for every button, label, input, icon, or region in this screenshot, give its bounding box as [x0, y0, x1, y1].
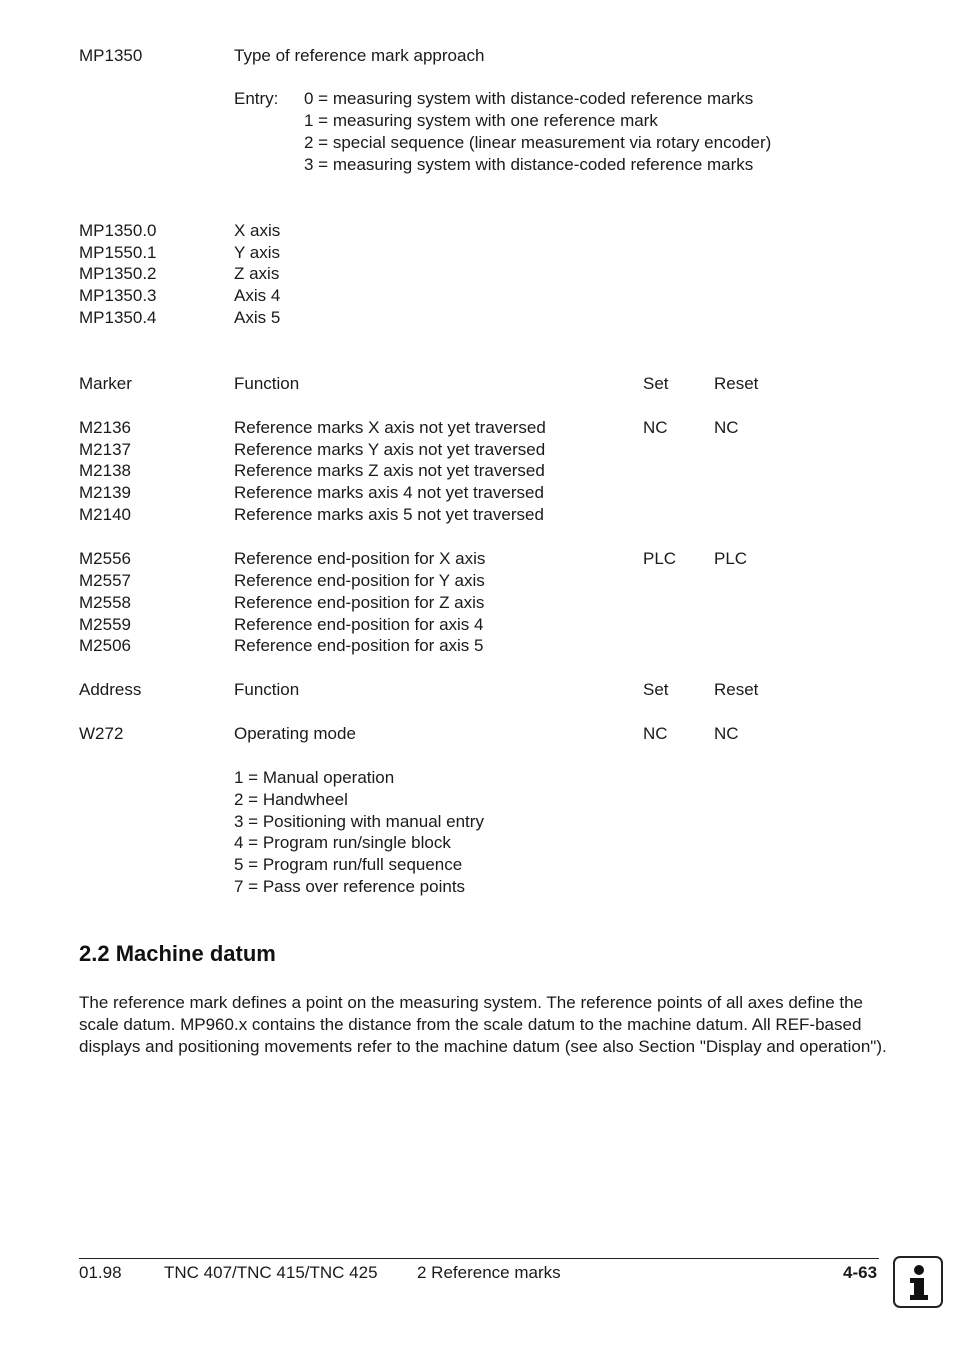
mp-code: MP1350	[79, 46, 143, 65]
entry-item: 2 = special sequence (linear measurement via rotary encoder)	[304, 133, 772, 152]
marker-code: M2557	[79, 571, 131, 590]
marker-set: NC	[643, 418, 668, 437]
footer-date: 01.98	[79, 1263, 122, 1282]
marker-code: M2506	[79, 636, 131, 655]
marker-code: M2137	[79, 440, 131, 459]
marker-function: Reference end-position for X axis	[234, 549, 486, 568]
footer-rule	[79, 1258, 879, 1259]
axis-code: MP1350.2	[79, 264, 157, 283]
function-header: Function	[234, 374, 300, 393]
marker-header: Marker	[79, 374, 132, 393]
mode-item: 1 = Manual operation	[234, 768, 395, 787]
axis-name: Y axis	[234, 243, 280, 262]
marker-code: M2139	[79, 483, 131, 502]
marker-function: Reference marks X axis not yet traversed	[234, 418, 546, 437]
mp-title: Type of reference mark approach	[234, 46, 485, 65]
address-code: W272	[79, 724, 124, 743]
page-number: 4-63	[843, 1263, 878, 1282]
info-icon	[893, 1256, 943, 1308]
mode-item: 2 = Handwheel	[234, 790, 348, 809]
marker-set: PLC	[643, 549, 677, 568]
marker-function: Reference marks axis 5 not yet traversed	[234, 505, 544, 524]
entry-label: Entry:	[234, 89, 279, 108]
axis-name: X axis	[234, 221, 281, 240]
footer-product: TNC 407/TNC 415/TNC 425	[164, 1263, 378, 1282]
address-header: Address	[79, 680, 142, 699]
marker-code: M2136	[79, 418, 131, 437]
axis-code: MP1350.4	[79, 308, 157, 327]
mode-item: 7 = Pass over reference points	[234, 877, 466, 896]
address-reset: NC	[714, 724, 739, 743]
marker-function: Reference end-position for Z axis	[234, 593, 485, 612]
marker-function: Reference end-position for axis 5	[234, 636, 484, 655]
marker-code: M2556	[79, 549, 131, 568]
address-set: NC	[643, 724, 668, 743]
marker-code: M2138	[79, 461, 131, 480]
function-header: Function	[234, 680, 300, 699]
footer-chapter: 2 Reference marks	[417, 1263, 561, 1282]
entry-item: 1 = measuring system with one reference mark	[304, 111, 658, 130]
set-header: Set	[643, 374, 669, 393]
mode-item: 4 = Program run/single block	[234, 833, 451, 852]
marker-function: Reference end-position for Y axis	[234, 571, 485, 590]
marker-function: Reference marks Y axis not yet traversed	[234, 440, 546, 459]
reset-header: Reset	[714, 680, 759, 699]
axis-code: MP1350.3	[79, 286, 157, 305]
marker-function: Reference marks axis 4 not yet traversed	[234, 483, 544, 502]
marker-function: Reference end-position for axis 4	[234, 615, 484, 634]
entry-item: 3 = measuring system with distance-coded reference marks	[304, 155, 754, 174]
axis-name: Axis 4	[234, 286, 281, 305]
reset-header: Reset	[714, 374, 759, 393]
marker-code: M2558	[79, 593, 131, 612]
address-function: Operating mode	[234, 724, 356, 743]
axis-code: MP1350.0	[79, 221, 157, 240]
marker-function: Reference marks Z axis not yet traversed	[234, 461, 545, 480]
mode-item: 3 = Positioning with manual entry	[234, 812, 484, 831]
marker-reset: NC	[714, 418, 739, 437]
axis-code: MP1550.1	[79, 243, 157, 262]
entry-item: 0 = measuring system with distance-coded reference marks	[304, 89, 754, 108]
axis-name: Axis 5	[234, 308, 281, 327]
marker-reset: PLC	[714, 549, 748, 568]
marker-code: M2559	[79, 615, 131, 634]
section-paragraph: The reference mark defines a point on the measuring system. The reference points of all axes define the scale datum. MP960.x contains the distance from the scale datum to the machine datum. All REF-based displays and positioning movements refer to the machine datum (see also Section "Display and operation").	[79, 993, 887, 1056]
axis-name: Z axis	[234, 264, 280, 283]
section-heading: 2.2 Machine datum	[79, 941, 276, 966]
set-header: Set	[643, 680, 669, 699]
marker-code: M2140	[79, 505, 131, 524]
mode-item: 5 = Program run/full sequence	[234, 855, 463, 874]
